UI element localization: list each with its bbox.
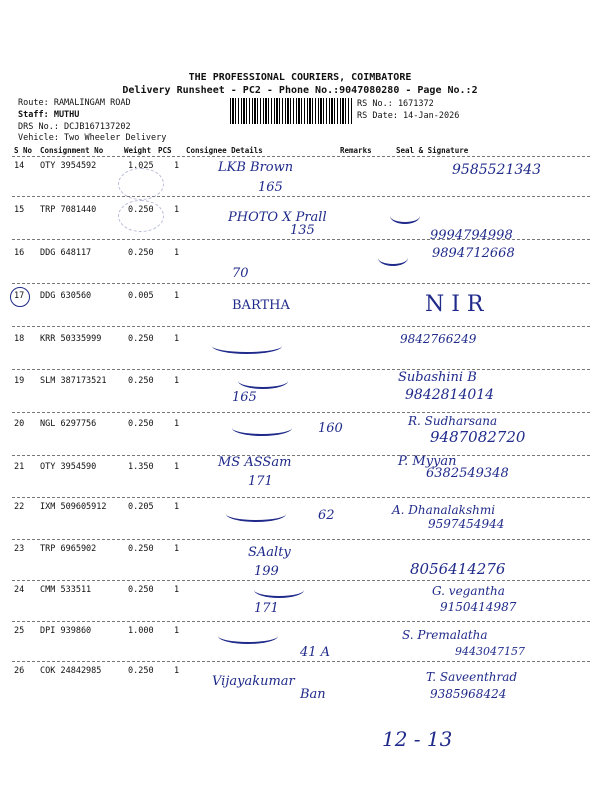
row-weight: 0.205 <box>128 502 154 512</box>
row-pcs: 1 <box>174 161 180 171</box>
col-seal-signature: Seal & Signature <box>396 146 469 155</box>
row-divider <box>12 156 590 157</box>
row-sno: 20 <box>14 419 25 429</box>
handwritten-consignee: PHOTO X Prall <box>228 210 327 225</box>
row-consignment-no: IXM 509605912 <box>40 502 107 512</box>
row-weight: 0.250 <box>128 376 154 386</box>
row-divider <box>12 621 590 622</box>
drs-text: DRS No.: DCJB167137202 <box>18 122 131 132</box>
handwritten-tamil-text <box>212 338 282 354</box>
row-pcs: 1 <box>174 544 180 554</box>
row-divider <box>12 196 590 197</box>
row-weight: 0.250 <box>128 248 154 258</box>
handwritten-consignee: 165 <box>232 390 257 405</box>
handwritten-tamil-text <box>238 373 288 389</box>
handwritten-consignee: 41 A <box>300 645 331 660</box>
row-weight: 0.250 <box>128 666 154 676</box>
handwritten-signature: 9994794998 <box>430 228 513 243</box>
handwritten-phone: 9487082720 <box>430 428 526 446</box>
row-pcs: 1 <box>174 334 180 344</box>
handwritten-signature: 9894712668 <box>432 246 515 261</box>
handwritten-signature: Subashini B <box>398 370 477 385</box>
row-pcs: 1 <box>174 248 180 258</box>
row-pcs: 1 <box>174 666 180 676</box>
staff-text: Staff: MUTHU <box>18 110 80 120</box>
col-consignment: Consignment No <box>40 146 104 155</box>
col-sno: S No <box>14 146 33 155</box>
row-weight: 0.005 <box>128 291 154 301</box>
row-consignment-no: KRR 50335999 <box>40 334 102 344</box>
row-sno: 22 <box>14 502 25 512</box>
handwritten-phone: 9443047157 <box>455 645 525 658</box>
handwritten-signature: 9842766249 <box>400 332 477 346</box>
runsheet-subtitle: Delivery Runsheet - PC2 - Phone No.:9047080280 - Page No.:2 <box>122 85 478 96</box>
handwritten-consignee: 171 <box>248 474 273 489</box>
row-weight: 0.250 <box>128 585 154 595</box>
row-divider <box>12 455 590 456</box>
handwritten-remark: N I R <box>425 292 484 317</box>
col-pcs: PCS <box>158 146 172 155</box>
circled-row-mark <box>10 287 30 307</box>
row-pcs: 1 <box>174 462 180 472</box>
row-weight: 0.250 <box>128 334 154 344</box>
vehicle-text: Vehicle: Two Wheeler Delivery <box>18 133 167 143</box>
handwritten-phone: 9842814014 <box>405 387 495 403</box>
row-pcs: 1 <box>174 585 180 595</box>
handwritten-consignee: MS ASSam <box>218 455 292 470</box>
row-consignment-no: DDG 648117 <box>40 248 92 258</box>
row-weight: 1.025 <box>128 161 154 171</box>
handwritten-tamil-text <box>218 628 278 644</box>
row-consignment-no: NGL 6297756 <box>40 419 97 429</box>
handwritten-phone: 9597454944 <box>428 517 505 531</box>
row-sno: 18 <box>14 334 25 344</box>
handwritten-signature: P. Myyan <box>398 454 457 469</box>
handwritten-consignee: 135 <box>290 223 315 238</box>
handwritten-phone: 9385968424 <box>430 687 507 701</box>
row-pcs: 1 <box>174 502 180 512</box>
row-sno: 17 <box>14 291 25 301</box>
handwritten-tamil-text <box>254 582 304 598</box>
row-consignment-no: TRP 6965902 <box>40 544 97 554</box>
handwritten-signature: 9585521343 <box>452 162 542 178</box>
handwritten-consignee: 171 <box>254 601 279 616</box>
col-remarks: Remarks <box>340 146 372 155</box>
row-pcs: 1 <box>174 376 180 386</box>
row-divider <box>12 369 590 370</box>
ink-stamp <box>118 200 164 232</box>
runsheet-title: THE PROFESSIONAL COURIERS, COIMBATORE <box>188 72 412 83</box>
route-text: Route: RAMALINGAM ROAD <box>18 98 131 108</box>
handwritten-consignee: Vijayakumar <box>212 674 295 689</box>
row-divider <box>12 283 590 284</box>
row-divider <box>12 412 590 413</box>
row-sno: 23 <box>14 544 25 554</box>
row-weight: 0.250 <box>128 205 154 215</box>
rs-number: RS No.: 1671372 <box>357 99 434 109</box>
row-pcs: 1 <box>174 205 180 215</box>
row-pcs: 1 <box>174 291 180 301</box>
row-consignment-no: CMM 533511 <box>40 585 92 595</box>
barcode <box>230 98 352 124</box>
row-weight: 0.250 <box>128 419 154 429</box>
row-consignment-no: TRP 7081440 <box>40 205 97 215</box>
col-weight: Weight <box>124 146 152 155</box>
handwritten-consignee: 165 <box>258 180 283 195</box>
row-pcs: 1 <box>174 419 180 429</box>
handwritten-signature: A. Dhanalakshmi <box>392 503 496 517</box>
handwritten-tamil-text <box>226 506 286 522</box>
row-divider <box>12 661 590 662</box>
col-consignee: Consignee Details <box>186 146 263 155</box>
row-sno: 21 <box>14 462 25 472</box>
handwritten-consignee: Ban <box>300 687 326 702</box>
row-sno: 14 <box>14 161 25 171</box>
row-weight: 0.250 <box>128 544 154 554</box>
row-sno: 26 <box>14 666 25 676</box>
row-sno: 24 <box>14 585 25 595</box>
row-divider <box>12 326 590 327</box>
handwritten-consignee: 70 <box>232 266 249 281</box>
handwritten-consignee: 160 <box>318 421 343 436</box>
row-pcs: 1 <box>174 626 180 636</box>
handwritten-consignee: SAalty <box>248 545 291 560</box>
handwritten-consignee: LKB Brown <box>218 160 294 175</box>
row-consignment-no: SLM 387173521 <box>40 376 107 386</box>
handwritten-consignee: BARTHA <box>232 298 290 313</box>
row-weight: 1.000 <box>128 626 154 636</box>
row-sno: 25 <box>14 626 25 636</box>
row-consignment-no: DDG 630560 <box>40 291 92 301</box>
handwritten-phone: 6382549348 <box>426 466 509 481</box>
row-sno: 19 <box>14 376 25 386</box>
handwritten-consignee: 199 <box>254 564 279 579</box>
signature-scribble <box>378 250 408 266</box>
row-sno: 15 <box>14 205 25 215</box>
handwritten-signature: S. Premalatha <box>402 628 488 642</box>
row-divider <box>12 539 590 540</box>
handwritten-signature: G. vegantha <box>432 584 505 598</box>
row-consignment-no: COK 24842985 <box>40 666 102 676</box>
handwritten-tamil-text <box>232 420 292 436</box>
handwritten-consignee: 62 <box>318 508 335 523</box>
row-weight: 1.350 <box>128 462 154 472</box>
row-consignment-no: OTY 3954592 <box>40 161 97 171</box>
handwritten-total: 12 - 13 <box>382 727 453 751</box>
row-sno: 16 <box>14 248 25 258</box>
row-consignment-no: OTY 3954590 <box>40 462 97 472</box>
handwritten-phone: 9150414987 <box>440 600 517 614</box>
handwritten-signature: R. Sudharsana <box>408 414 498 428</box>
row-divider <box>12 497 590 498</box>
ink-stamp <box>118 168 164 200</box>
row-divider <box>12 580 590 581</box>
rs-date: RS Date: 14-Jan-2026 <box>357 111 460 121</box>
signature-scribble <box>390 208 420 224</box>
row-consignment-no: DPI 939860 <box>40 626 92 636</box>
handwritten-signature: 8056414276 <box>410 560 506 578</box>
handwritten-signature: T. Saveenthrad <box>426 670 518 684</box>
